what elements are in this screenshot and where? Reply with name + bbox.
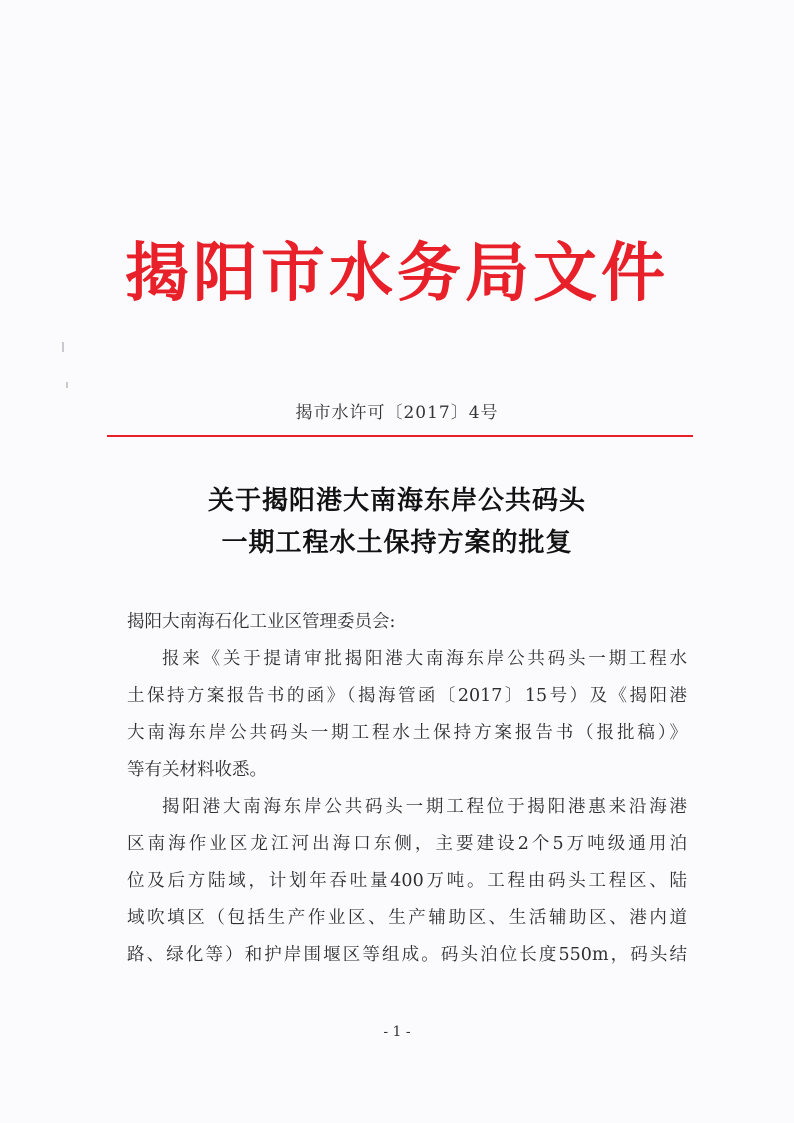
subject-line-2: 一期工程水土保持方案的批复	[221, 528, 573, 558]
issuing-authority-title: 揭阳市水务局文件	[125, 236, 669, 311]
paragraph-2-line: 区南海作业区龙江河出海口东侧，主要建设2个5万吨级通用泊	[127, 834, 687, 854]
paragraph-1-line: 土保持方案报告书的函》（揭海管函〔2017〕15号）及《揭阳港	[127, 686, 687, 706]
red-divider-line	[107, 435, 693, 437]
scan-mark	[62, 342, 64, 352]
page-number: - 1 -	[383, 1024, 411, 1040]
paragraph-1-line: 报来《关于提请审批揭阳港大南海东岸公共码头一期工程水	[162, 649, 687, 669]
scan-mark	[66, 382, 68, 388]
document-body	[127, 604, 687, 974]
document-number: 揭市水许可〔2017〕4号	[295, 403, 499, 423]
paragraph-1-line: 大南海东岸公共码头一期工程水土保持方案报告书（报批稿）》	[127, 723, 687, 743]
subject-line-1: 关于揭阳港大南海东岸公共码头	[207, 486, 586, 516]
paragraph-2-line: 揭阳港大南海东岸公共码头一期工程位于揭阳港惠来沿海港	[162, 797, 687, 817]
paragraph-2-line: 路、绿化等）和护岸围堰区等组成。码头泊位长度550m，码头结	[127, 945, 687, 965]
addressee: 揭阳大南海石化工业区管理委员会:	[127, 612, 396, 632]
paragraph-1-line: 等有关材料收悉。	[127, 760, 267, 780]
paragraph-2-line: 位及后方陆域，计划年吞吐量400万吨。工程由码头工程区、陆	[127, 871, 687, 891]
paragraph-2-line: 域吹填区（包括生产作业区、生产辅助区、生活辅助区、港内道	[127, 908, 687, 928]
